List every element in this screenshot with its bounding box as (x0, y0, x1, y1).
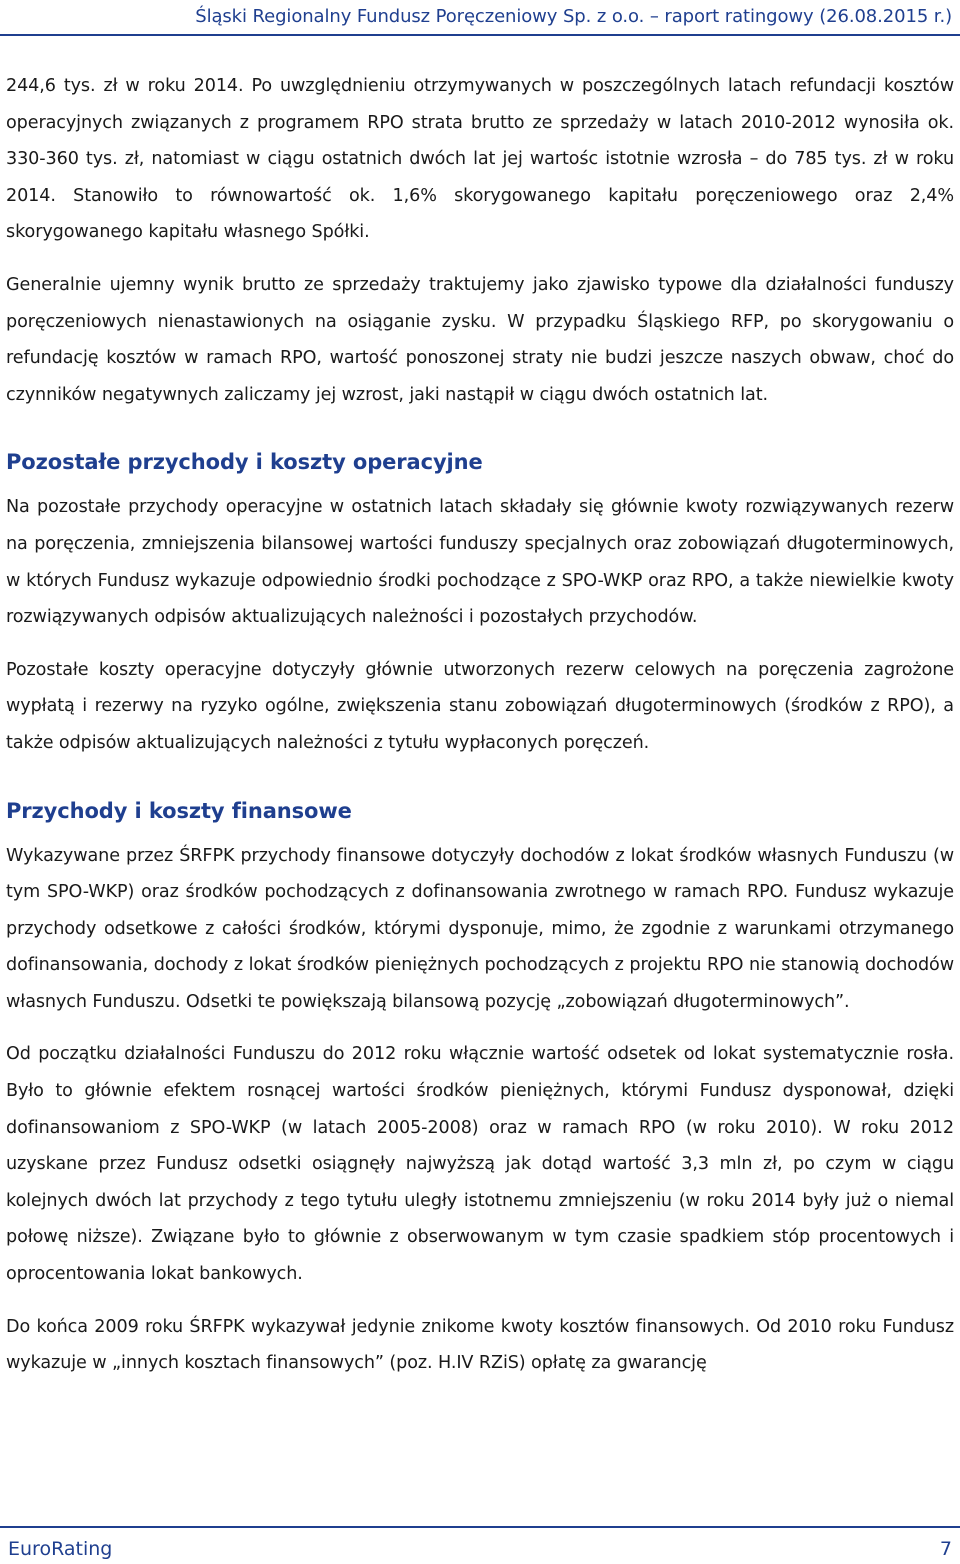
page-header: Śląski Regionalny Fundusz Poręczeniowy Sp. z o.o. – raport ratingowy (26.08.2015 r.) (195, 6, 952, 27)
page-number: 7 (939, 1538, 952, 1560)
paragraph-operating-costs: Pozostałe koszty operacyjne dotyczyły głównie utworzonych rezerw celowych na poręczenia zagrożone wypłatą i rezerwy na ryzyko ogólne, zwiększenia stanu zobowiązań długoterminowych (środków z RPO), a także odpisów aktualizujących należności z tytułu wypłaconych poręczeń. (6, 659, 954, 753)
header-rule (0, 34, 960, 36)
heading-operating-income-costs: Pozostałe przychody i koszty operacyjne (6, 450, 483, 475)
paragraph-financial-income: Wykazywane przez ŚRFPK przychody finansowe dotyczyły dochodów z lokat środków własnych Funduszu (w tym SPO-WKP) oraz środków pochodzących z dofinansowania zwrotnego w ramach RPO. Fundusz wykazuje przychody odsetkowe z całości środków, którymi dysponuje, mimo, że zgodnie z warunkami otrzymanego dofinansowania, dochody z lokat środków pieniężnych pochodzących z projektu RPO nie stanowią dochodów własnych Funduszu. Odsetki te powiększają bilansową pozycję „zobowiązań długoterminowych”. (6, 845, 954, 1012)
heading-financial-income-costs: Przychody i koszty finansowe (6, 798, 352, 823)
page-footer (8, 1536, 952, 1562)
paragraph-gross-loss: 244,6 tys. zł w roku 2014. Po uwzględnieniu otrzymywanych w poszczególnych latach refundacji kosztów operacyjnych związanych z programem RPO strata brutto ze sprzedaży w latach 2010-2012 wynosiła ok. 330-360 tys. zł, natomiast w ciągu ostatnich dwóch lat jej wartośc istotnie wzrosła – do 785 tys. zł w roku 2014. Stanowiło to równowartość ok. 1,6% skorygowanego kapitału poręczeniowego oraz 2,4% skorygowanego kapitału własnego Spółki. (6, 76, 954, 243)
paragraph-interest-trend: Od początku działalności Funduszu do 2012 roku włącznie wartość odsetek od lokat systematycznie rosła. Było to głównie efektem rosnącej wartości środków pieniężnych, którymi Fundusz dysponował, dzięki dofinansowaniom z SPO-WKP (w latach 2005-2008) oraz w ramach RPO (w roku 2010). W roku 2012 uzyskane przez Fundusz odsetki osiągnęły najwyższą jak dotąd wartość 3,3 mln zł, po czym w ciągu kolejnych dwóch lat przychody z tego tytułu uległy istotnemu zmniejszeniu (w roku 2014 były już o niemal połowę niższe). Związane było to głównie z obserwowanym w tym czasie spadkiem stóp procentowych i oprocentowania lokat bankowych. (6, 1044, 954, 1285)
paragraph-loss-assessment: Generalnie ujemny wynik brutto ze sprzedaży traktujemy jako zjawisko typowe dla działalności funduszy poręczeniowych nienastawionych na osiąganie zysku. W przypadku Śląskiego RFP, po skorygowaniu o refundację kosztów w ramach RPO, wartość ponoszonej straty nie budzi jeszcze naszych obwaw, choć do czynników negatywnych zaliczamy jej wzrost, jaki nastąpił w ciągu dwóch ostatnich lat. (6, 274, 954, 405)
paragraph-operating-income: Na pozostałe przychody operacyjne w ostatnich latach składały się głównie kwoty rozwiązywanych rezerw na poręczenia, zmniejszenia bilansowej wartości funduszy specjalnych oraz zobowiązań długoterminowych, w których Fundusz wykazuje odpowiednio środki pochodzące z SPO-WKP oraz RPO, a także niewielkie kwoty rozwiązywanych odpisów aktualizujących należności i pozostałych przychodów. (6, 497, 954, 628)
footer-brand: EuroRating (8, 1538, 113, 1560)
document-body (6, 68, 954, 1398)
footer-rule (0, 1526, 960, 1528)
paragraph-financial-costs: Do końca 2009 roku ŚRFPK wykazywał jedynie znikome kwoty kosztów finansowych. Od 2010 roku Fundusz wykazuje w „innych kosztach finansowych” (poz. H.IV RZiS) opłatę za gwarancję (6, 1316, 954, 1374)
